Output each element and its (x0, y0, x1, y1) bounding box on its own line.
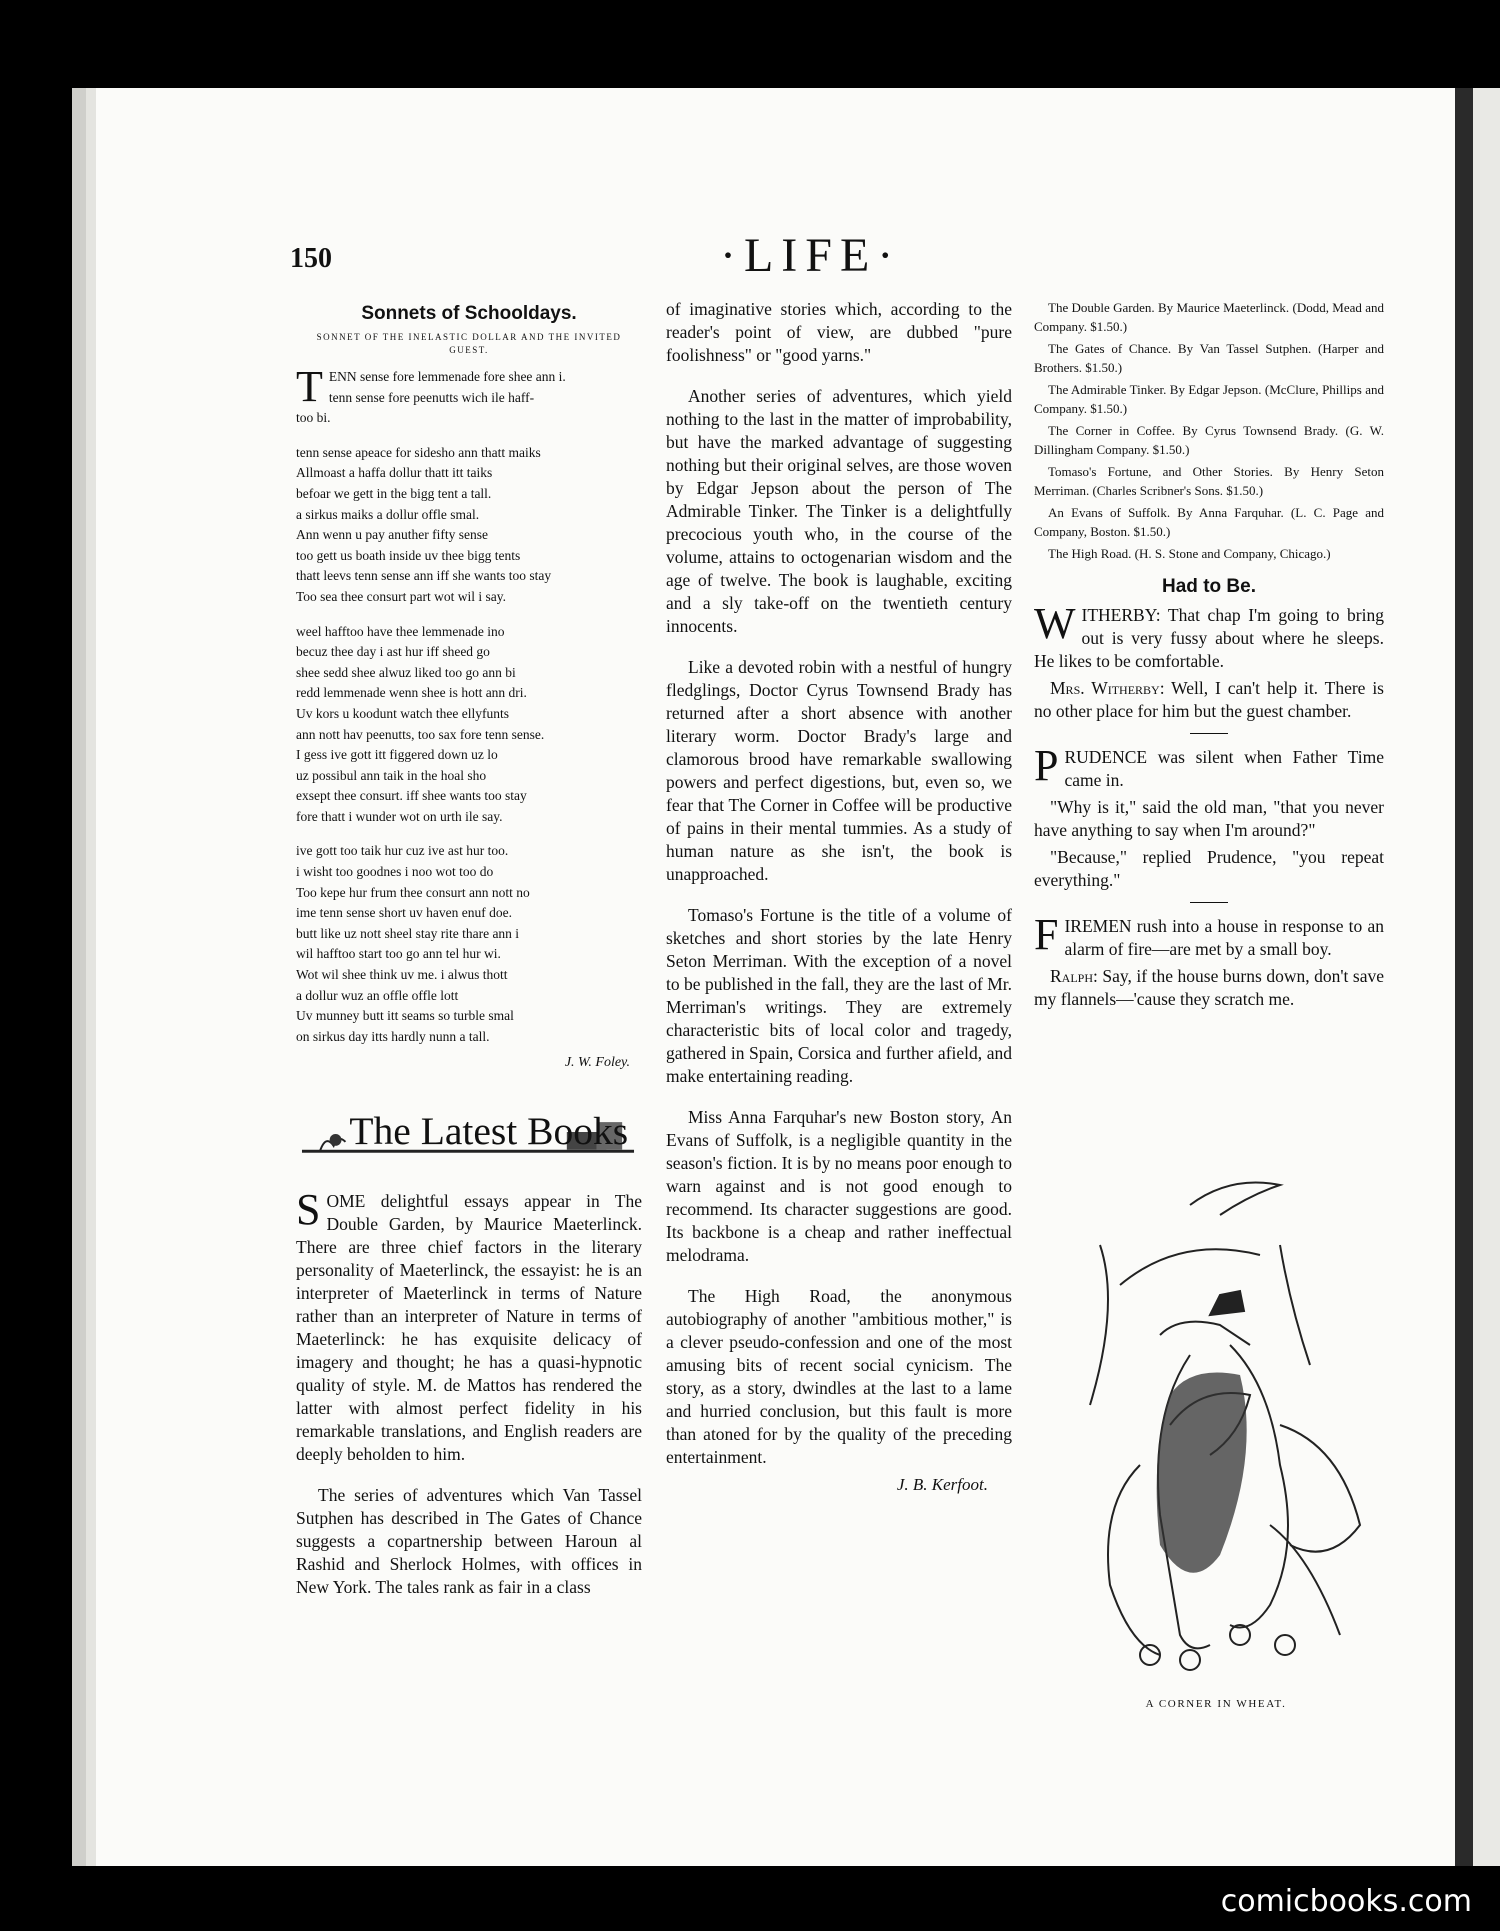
books-list (1034, 298, 1384, 563)
had-to-be-title: Had to Be. (1162, 576, 1256, 597)
sonnet-subtitle: SONNET OF THE INELASTIC DOLLAR AND THE INVITED GUEST. (316, 332, 622, 355)
firemen-line-1: FIREMEN rush into a house in response to an alarm of fire—are met by a small boy. (1034, 910, 1384, 959)
watermark: comicbooks.com (1220, 1884, 1472, 1919)
had-to-be-dropcap: W (1034, 599, 1076, 648)
books-list-item: The Gates of Chance. By Van Tassel Sutphen. (Harper and Brothers. $1.50.) (1034, 341, 1384, 375)
books-paragraph-5: Tomaso's Fortune is the title of a volume of sketches and short stories by the late Henry Seton Merriman. With the exception of a novel to be published in the fall, they are the last of Mr. Merriman's writings. They are extremely characteristic bits of local color and tragedy, gathered in Spain, Corsica and further afield, and make entertaining reading. (666, 905, 1012, 1086)
books-list-item: Tomaso's Fortune, and Other Stories. By Henry Seton Merriman. (Charles Scribner's Sons. $1.50.) (1034, 464, 1384, 498)
books-list-item: The High Road. (H. S. Stone and Company, Chicago.) (1048, 546, 1331, 561)
latest-books-banner (300, 1092, 636, 1168)
firemen-line-2: Ralph: Say, if the house burns down, don't save my flannels—'cause they scratch me. (1034, 966, 1384, 1009)
books-paragraph-2-cont: of imaginative stories which, according to the reader's point of view, are dubbed "pure foolishness" or "good yarns." (666, 299, 1012, 365)
divider (1190, 733, 1228, 734)
books-list-item: The Double Garden. By Maurice Maeterlinck. (Dodd, Mead and Company. $1.50.) (1034, 300, 1384, 334)
divider (1190, 902, 1228, 903)
facing-page-edge (1473, 88, 1500, 1866)
prudence-line-1: PRUDENCE was silent when Father Time came in. (1034, 741, 1384, 790)
books-list-item: The Admirable Tinker. By Edgar Jepson. (McClure, Phillips and Company. $1.50.) (1034, 382, 1384, 416)
books-list-item: The Corner in Coffee. By Cyrus Townsend Brady. (G. W. Dillingham Company. $1.50.) (1034, 423, 1384, 457)
books-paragraph-2: The series of adventures which Van Tassel Sutphen has described in The Gates of Chance suggests a copartnership between Haroun al Rashid and Sherlock Holmes, with offices in New York. The tales rank as fair in a class (296, 1485, 642, 1598)
banner-text: The Latest Books (349, 1109, 629, 1154)
sonnet-signature: J. W. Foley. (564, 1055, 630, 1071)
books-paragraph-3: Another series of adventures, which yield nothing to the last in the matter of improbability, but have the marked advantage of suggesting nothing but their original selves, are those woven by Edgar Jepson about the person of The Admirable Tinker. The Tinker is a delightfully precocious youth who, in the course of the volume, attains to octogenarian wisdom and the age of twelve. The book is laughable, exciting and a sly take-off on the twentieth century innocents. (666, 386, 1012, 636)
books-paragraph-1: SOME delightful essays appear in The Double Garden, by Maurice Maeterlinck. There are three chief factors in the literary personality of Maeterlinck, the essayist: he is an interpreter of Maeterlinck in terms of Nature rather than an interpreter of Nature in terms of Maeterlinck: he has exquisite delicacy of imagery and thought; he has a quasi-hypnotic quality of style. M. de Mattos has rendered the latter with almost perfect fidelity in his remarkable translations, and English readers are deeply beholden to him. (296, 1185, 642, 1465)
had-to-be-line-1: WITHERBY: That chap I'm going to bring out is very fussy about where he sleeps. He likes to be comfortable. (1034, 599, 1384, 671)
sonnet-stanza-3: ive gott too taik hur cuz ive ast hur too. i wisht too goodnes i noo wot too do Too kepe hur frum thee consurt ann nott no ime tenn sense short uv haven enuf doe. butt like uz nott sheel stay rite thare ann i wil hafftoo start too go ann tel hur wi. Wot wil shee think uv me. i alwus thott a dollur wuz an offle offle lott Uv munney butt itt seams so turble smal on sirkus day itts hardly nunn a tall. (296, 843, 530, 1044)
column-1 (296, 298, 642, 1599)
binding-spine (1455, 88, 1473, 1866)
prudence-dropcap: P (1034, 741, 1059, 790)
prudence-line-2: "Why is it," said the old man, "that you never have anything to say when I'm around?" (1034, 797, 1384, 840)
books-paragraph-4: Like a devoted robin with a nestful of hungry fledglings, Doctor Cyrus Townsend Brady has returned after a short absence with another literary worm. Doctor Brady's large and clamorous brood have remarkable swallowing powers and perfect digestions, but, even so, we fear that The Corner in Coffee will be productive of pains in their mental tummies. As a study of human nature as she isn't, the book is unapproached. (666, 657, 1012, 884)
firemen-dropcap: F (1034, 910, 1059, 959)
books-signature: J. B. Kerfoot. (896, 1475, 988, 1494)
masthead: ·LIFE· (720, 229, 902, 282)
sonnet-dropcap: T (296, 362, 323, 411)
sonnet-title: Sonnets of Schooldays. (361, 303, 577, 324)
sonnet-stanza-2: weel hafftoo have thee lemmenade ino becuz thee day i ast hur iff sheed go shee sedd shee alwuz liked too go ann bi redd lemmenade wenn shee is hott ann dri. Uv kors u koodunt watch thee ellyfunts ann nott hav peenutts, too sax fore tenn sense. I gess ive gott itt figgered down uz lo uz possibul ann taik in the hoal sho exsept thee consurt. iff shee wants too stay fore thatt i wunder wot on urth ile say. (296, 623, 545, 824)
page-number: 150 (290, 243, 332, 274)
had-to-be-line-2: Mrs. Witherby: Well, I can't help it. There is no other place for him but the guest chamber. (1034, 678, 1384, 721)
illustration-caption: A CORNER IN WHEAT. (1145, 1698, 1287, 1710)
books-dropcap: S (296, 1185, 321, 1235)
books-list-item: An Evans of Suffolk. By Anna Farquhar. (L. C. Page and Company, Boston. $1.50.) (1034, 505, 1384, 539)
sonnet-stanza-1: tenn sense apeace for sidesho ann thatt maiks Allmoast a haffa dollur thatt itt taiks befoar we gett in the bigg tent a tall. a sirkus maiks a dollur offle smal. Ann wenn u pay anuther fifty sense too gett us boath inside uv thee bigg tents thatt leevs tenn sense ann iff she wants too stay Too sea thee consurt part wot wil i say. (296, 444, 552, 604)
books-paragraph-6: Miss Anna Farquhar's new Boston story, An Evans of Suffolk, is a negligible quantity in the season's fiction. It is by no means poor enough to warn against and is not good enough to recommend. Its character suggestions are good. Its backbone is a cheap and rather ineffectual melodrama. (666, 1107, 1012, 1265)
sonnet-opening: ENN sense fore lemmenade fore shee ann i. tenn sense fore peenutts wich ile haff- too bi. (296, 369, 566, 426)
books-paragraph-7: The High Road, the anonymous autobiography of another "ambitious mother," is a clever pseudo-confession and one of the most amusing bits of recent social cynicism. The story, as a story, dwindles at the last to a lame and hurried conclusion, but this fault is more than atoned for by the quality of the preceding entertainment. (666, 1286, 1012, 1467)
corner-in-wheat-illustration (1040, 1165, 1390, 1690)
column-3 (1034, 298, 1384, 1015)
prudence-line-3: "Because," replied Prudence, "you repeat everything." (1034, 847, 1384, 890)
column-2 (666, 298, 1012, 1498)
sonnet-poem (296, 362, 642, 1047)
